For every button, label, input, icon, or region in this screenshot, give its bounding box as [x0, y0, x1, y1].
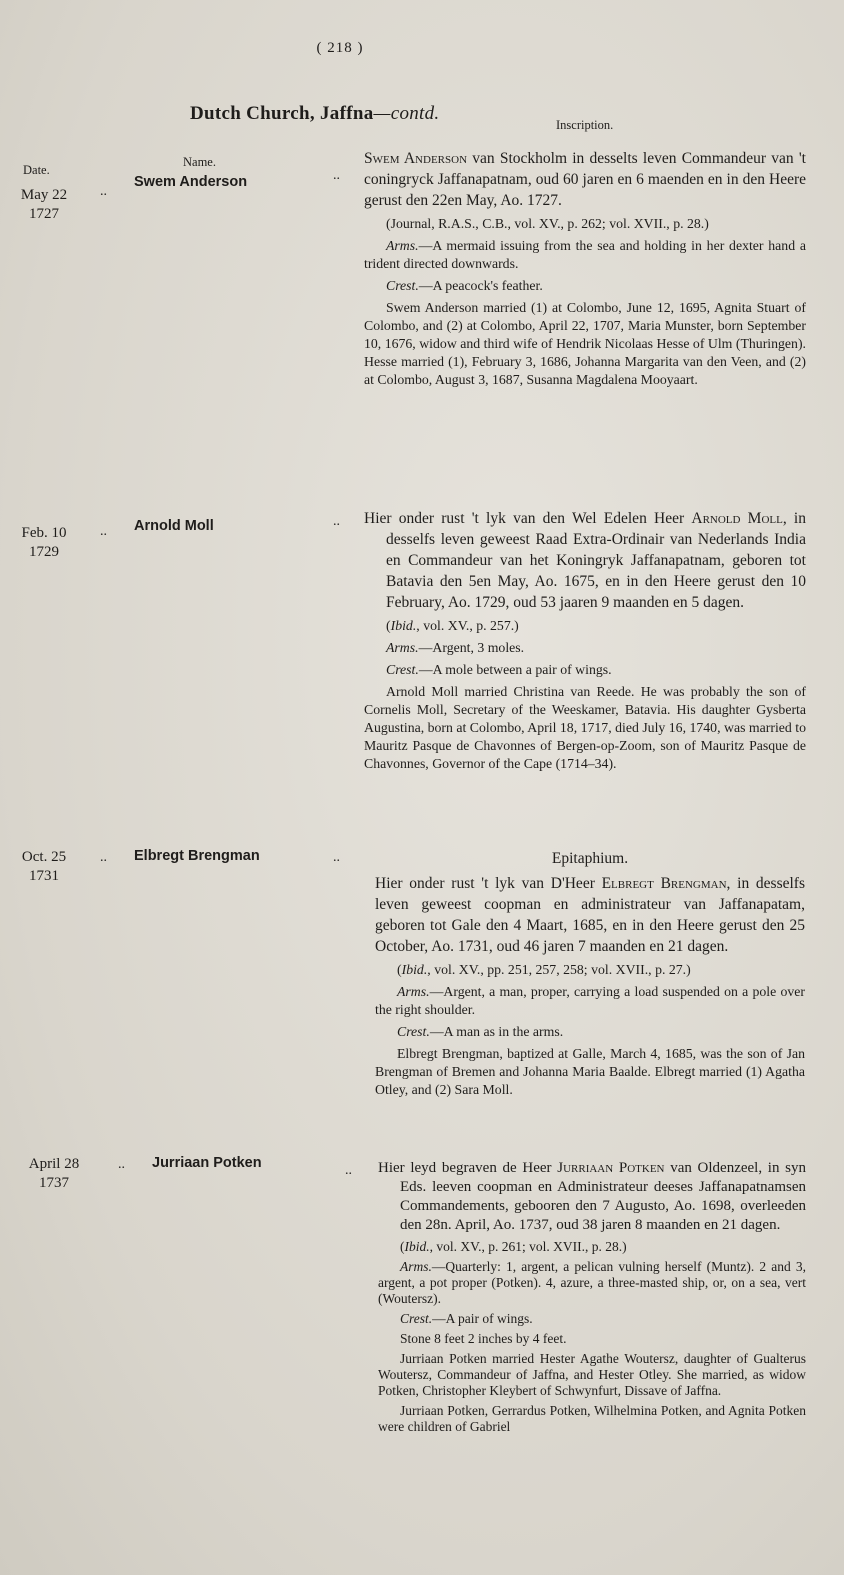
inscription-text [364, 148, 806, 211]
inscription-intro: Hier onder rust 't lyk van D'Heer [375, 875, 602, 892]
leader-dots: .. [345, 1163, 352, 1178]
arms [364, 237, 806, 273]
crest [378, 1311, 806, 1327]
inscription-block [364, 508, 806, 777]
leader-dots: .. [100, 850, 107, 865]
reference-ibid: Ibid. [390, 618, 417, 633]
arms [375, 983, 805, 1019]
reference-text: , vol. XV., p. 257.) [416, 618, 519, 633]
arms-text: —Argent, a man, proper, carrying a load suspended on a pole over the right shoulder. [375, 984, 805, 1017]
entry-date [12, 848, 76, 886]
crest-text: —A man as in the arms. [429, 1024, 564, 1039]
column-header-date: Date. [23, 163, 50, 177]
epitaph-title: Epitaphium. [551, 850, 629, 867]
date-day: May 22 [20, 187, 68, 203]
inscription-name: Arnold Moll [691, 510, 783, 527]
crest-text: —A pair of wings. [432, 1311, 533, 1326]
arms [378, 1259, 806, 1307]
note: Stone 8 feet 2 inches by 4 feet. [400, 1331, 567, 1346]
entry-name: Elbregt Brengman [134, 848, 260, 864]
date-year: 1731 [29, 868, 59, 884]
leader-dots: .. [333, 850, 340, 865]
column-header-name: Name. [183, 155, 216, 169]
reference-text: , vol. XV., pp. 251, 257, 258; vol. XVII., p. 27.) [427, 962, 691, 977]
leader-dots: .. [333, 168, 340, 183]
arms-label: Arms. [386, 640, 419, 655]
reference: (Ibid., vol. XV., p. 261; vol. XVII., p. 28.) [400, 1239, 627, 1254]
reference-text: , vol. XV., p. 261; vol. XVII., p. 28.) [429, 1239, 627, 1254]
inscription-intro: Hier leyd begraven de Heer [378, 1160, 558, 1176]
crest [375, 1023, 805, 1041]
inscription-block [378, 1159, 806, 1439]
inscription-text [378, 1159, 806, 1235]
crest [364, 661, 806, 679]
entry-date [12, 524, 76, 562]
arms [364, 639, 806, 657]
entry-name: Arnold Moll [134, 518, 214, 534]
reference-ibid: Ibid. [401, 962, 428, 977]
reference: (Journal, R.A.S., C.B., vol. XV., p. 262; vol. XVII., p. 28.) [386, 216, 709, 231]
crest [364, 277, 806, 295]
date-day: Oct. 25 [21, 849, 67, 865]
arms-text: —Argent, 3 moles. [418, 640, 525, 655]
note: Jurriaan Potken married Hester Agathe Woutersz, daughter of Gualterus Woutersz, Commandeur of Jaffna, and Hester Otley. She married, as widow Potken, Christopher Kleybert of Schwynfurt, Dissave of Jaffna. [378, 1351, 806, 1398]
inscription-body: , in desselfs leven geweest coopman en administrateur van Jaffanapatam, geboren tot Gale den 4 Maart, 1685, en in den Heere gerust den 25 October, Ao. 1731, oud 46 jaren 7 maanden en 21 dagen. [375, 875, 805, 955]
entry-name: Swem Anderson [134, 174, 248, 190]
crest-label: Crest. [400, 1311, 433, 1326]
leader-dots: .. [118, 1157, 125, 1172]
arms-label: Arms. [386, 238, 419, 253]
reference: (Ibid., vol. XV., pp. 251, 257, 258; vol. XVII., p. 27.) [397, 962, 691, 977]
note: Swem Anderson married (1) at Colombo, June 12, 1695, Agnita Stuart of Colombo, and (2) at Colombo, April 22, 1707, Maria Munster, born September 10, 1676, widow and third wife of Hendrik Nicolaas Hesse of Ulm (Thuringen). Hesse married (1), February 3, 1686, Johanna Margarita van den Veen, and (2) at Colombo, August 3, 1687, Susanna Magdalena Mooyaart. [364, 300, 806, 387]
entry-date [22, 1155, 86, 1193]
crest-text: —A mole between a pair of wings. [418, 662, 612, 677]
inscription-intro: Hier onder rust 't lyk van den Wel Edelen Heer [364, 510, 692, 527]
heading-contd: —contd. [373, 103, 440, 124]
page-number: ( 218 ) [316, 40, 364, 56]
inscription-block [364, 148, 806, 393]
entry-date [12, 186, 76, 224]
entry-name: Jurriaan Potken [152, 1155, 262, 1171]
column-header-inscription: Inscription. [556, 118, 614, 132]
page-heading [190, 103, 440, 125]
leader-dots: .. [100, 184, 107, 199]
arms-label: Arms. [397, 984, 430, 999]
inscription-text [364, 508, 806, 613]
crest-text: —A peacock's feather. [418, 278, 543, 293]
inscription-name: Swem Anderson [364, 150, 468, 167]
inscription-body: , in desselfs leven geweest Raad Extra-Ordinair van Nederlands India en Commandeur van het Koningryk Jaffanapatnam, geboren tot Batavia den 5en May, Ao. 1675, en in den Heere gerust den 10 February, Ao. 1729, oud 53 jaaren 9 maanden en 5 dagen. [386, 510, 806, 611]
date-day: April 28 [28, 1156, 80, 1172]
leader-dots: .. [100, 524, 107, 539]
date-year: 1727 [29, 206, 59, 222]
crest-label: Crest. [397, 1024, 430, 1039]
reference: (Ibid., vol. XV., p. 257.) [386, 618, 519, 633]
inscription-name: Jurriaan Potken [557, 1160, 665, 1176]
date-year: 1729 [29, 544, 59, 560]
inscription-body: van Oldenzeel, in syn Eds. leeven coopman en Administrateur deeses Jaffanapatnamsen Commandements, gebooren den 7 Augusto, Ao. 1698, overleeden den 28n. April, Ao. 1737, oud 38 jaren 8 maanden en 21 dagen. [400, 1160, 806, 1233]
arms-text: —A mermaid issuing from the sea and holding in her dexter hand a trident directed downwards. [364, 238, 806, 271]
heading-main: Dutch Church, Jaffna [190, 103, 374, 124]
inscription-body: van Stockholm in desselts leven Commandeur van 't coningryck Jaffanapatnam, oud 60 jaren en 6 maenden en in den Heere gerust den 22en May, Ao. 1727. [364, 150, 806, 209]
inscription-text [375, 873, 805, 957]
leader-dots: .. [333, 514, 340, 529]
date-day: Feb. 10 [21, 525, 67, 541]
note: Arnold Moll married Christina van Reede. He was probably the son of Cornelis Moll, Secretary of the Weeskamer, Batavia. His daughter Gysberta Augustina, born at Colombo, April 18, 1717, died July 16, 1740, was married to Mauritz Pasque de Chavonnes of Bergen-op-Zoom, son of Mauritz Pasque de Chavonnes, Governor of the Cape (1714–34). [364, 684, 806, 771]
inscription-name: Elbregt Brengman [601, 875, 727, 892]
arms-text: —Quarterly: 1, argent, a pelican vulning herself (Muntz). 2 and 3, argent, a pot proper (Potken). 4, azure, a three-masted ship, or, on a sea, vert (Woutersz). [378, 1259, 806, 1306]
crest-label: Crest. [386, 662, 419, 677]
reference-ibid: Ibid. [404, 1239, 430, 1254]
note: Jurriaan Potken, Gerrardus Potken, Wilhelmina Potken, and Agnita Potken were children of Gabriel [378, 1403, 806, 1434]
crest-label: Crest. [386, 278, 419, 293]
note: Elbregt Brengman, baptized at Galle, March 4, 1685, was the son of Jan Brengman of Bremen and Johanna Maria Baalde. Elbregt married (1) Agatha Otley, and (2) Sara Moll. [375, 1046, 805, 1097]
arms-label: Arms. [400, 1259, 432, 1274]
inscription-block [375, 848, 805, 1103]
date-year: 1737 [39, 1175, 69, 1191]
